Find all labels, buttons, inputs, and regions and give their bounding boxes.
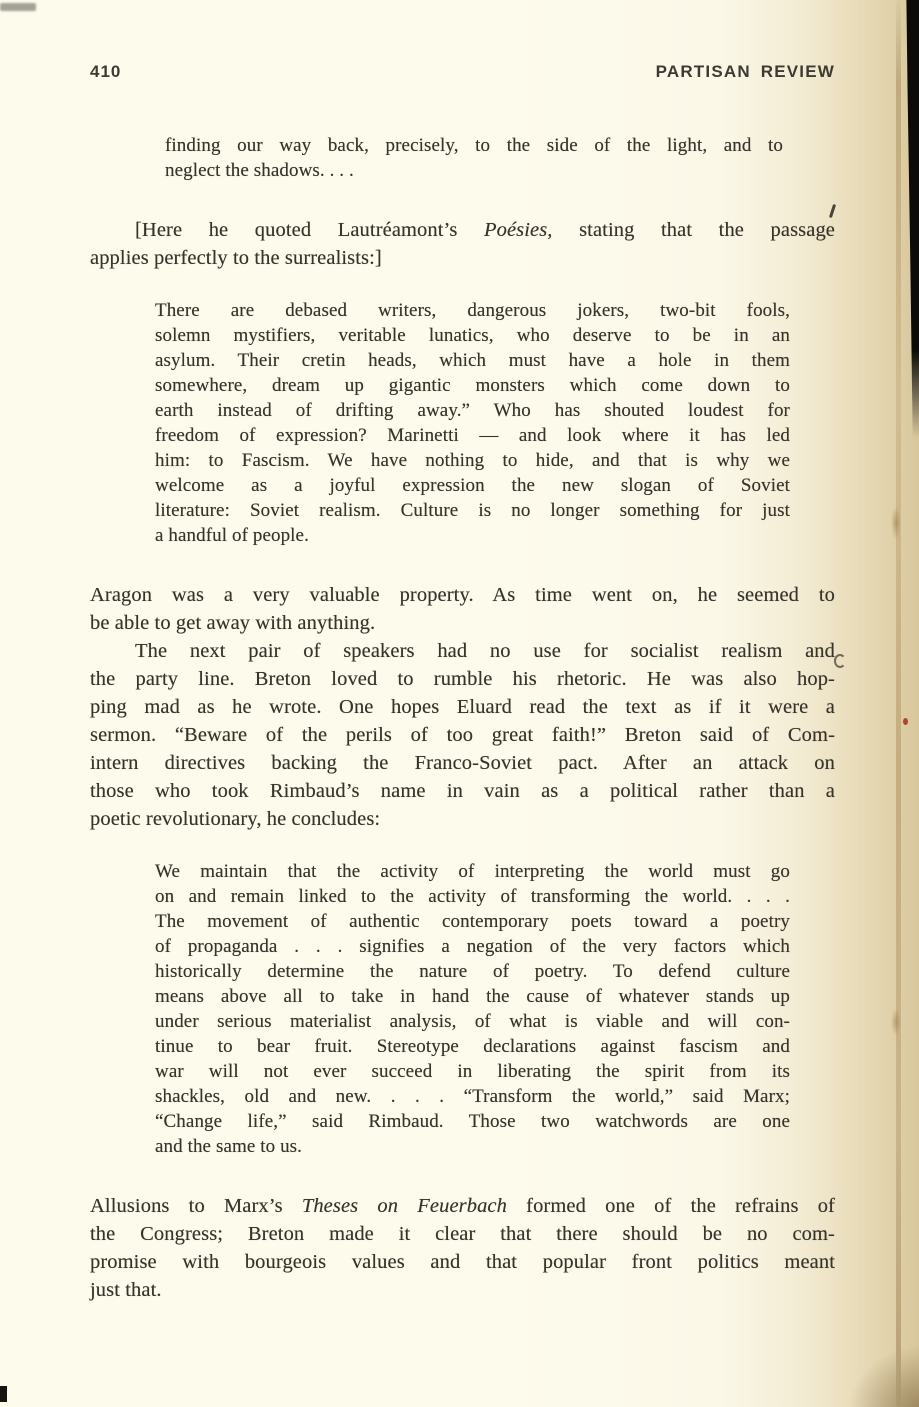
text-line: of propaganda . . . signifies a negation of the very factors which [155, 936, 790, 957]
quote-block [155, 859, 790, 1159]
text-line: neglect the shadows. . . . [165, 160, 354, 181]
ink-speck [834, 654, 846, 668]
text-line: sermon. “Beware of the perils of too great faith!” Breton said of Com- [90, 724, 835, 746]
text-line: The next pair of speakers had no use for socialist realism and [135, 640, 835, 662]
text-line: literature: Soviet realism. Culture is no longer something for just [155, 500, 790, 521]
text-line: tinue to bear fruit. Stereotype declarations against fascism and [155, 1036, 790, 1057]
text-line: promise with bourgeois values and that popular front politics meant [90, 1251, 835, 1273]
scan-smudge [0, 3, 36, 11]
text-line: solemn mystifiers, veritable lunatics, who deserve to be in an [155, 325, 790, 346]
ink-speck [903, 718, 908, 725]
text-line: a handful of people. [155, 525, 309, 546]
text-line: earth instead of drifting away.” Who has shouted loudest for [155, 400, 790, 421]
text-line: the party line. Breton loved to rumble his rhetoric. He was also hop- [90, 668, 835, 690]
quote-block [165, 133, 783, 183]
text-line: war will not ever succeed in liberating the spirit from its [155, 1061, 790, 1082]
text-line: just that. [90, 1279, 162, 1301]
text-line: be able to get away with anything. [90, 612, 376, 634]
scanner-background-wedge [905, 0, 919, 438]
text-line: the Congress; Breton made it clear that there should be no com- [90, 1223, 835, 1245]
journal-title: PARTISAN REVIEW [655, 62, 835, 81]
page-corner-shadow [849, 1347, 919, 1407]
text-line: those who took Rimbaud’s name in vain as a political rather than a [90, 780, 835, 802]
text-line: The movement of authentic contemporary poets toward a poetry [155, 911, 790, 932]
text-line: on and remain linked to the activity of transforming the world. . . . [155, 886, 790, 907]
text-line: “Change life,” said Rimbaud. Those two watchwords are one [155, 1111, 790, 1132]
text-line: applies perfectly to the surrealists:] [90, 247, 382, 269]
text-column [90, 120, 835, 1304]
text-line: Allusions to Marx’s Theses on Feuerbach formed one of the refrains of [90, 1195, 835, 1217]
text-line: historically determine the nature of poetry. To defend culture [155, 961, 790, 982]
text-line: poetic revolutionary, he concludes: [90, 808, 381, 830]
text-line: him: to Fascism. We have nothing to hide, and that is why we [155, 450, 790, 471]
scan-blemish [891, 506, 901, 540]
scan-mark [0, 1386, 7, 1402]
text-line: asylum. Their cretin heads, which must have a hole in them [155, 350, 790, 371]
paragraph-block [90, 637, 835, 833]
page-number: 410 [90, 62, 122, 81]
scan-blemish [891, 1008, 901, 1036]
paragraph-block [90, 581, 835, 637]
text-line: There are debased writers, dangerous jokers, two-bit fools, [155, 300, 790, 321]
text-line: somewhere, dream up gigantic monsters which come down to [155, 375, 790, 396]
page-edge-ridge [896, 0, 901, 1407]
text-line: under serious materialist analysis, of what is viable and will con- [155, 1011, 790, 1032]
text-line: [Here he quoted Lautréamont’s Poésies, stating that the passage [135, 219, 835, 241]
text-line: means above all to take in hand the cause of whatever stands up [155, 986, 790, 1007]
text-line: ping mad as he wrote. One hopes Eluard read the text as if it were a [90, 696, 835, 718]
text-line: finding our way back, precisely, to the side of the light, and to [165, 135, 783, 156]
paragraph-block [90, 216, 835, 272]
text-line: We maintain that the activity of interpreting the world must go [155, 861, 790, 882]
text-line: welcome as a joyful expression the new slogan of Soviet [155, 475, 790, 496]
text-line: intern directives backing the Franco-Soviet pact. After an attack on [90, 752, 835, 774]
text-line: and the same to us. [155, 1136, 303, 1157]
paragraph-block [90, 1192, 835, 1304]
quote-block [155, 298, 790, 548]
text-line: freedom of expression? Marinetti — and look where it has led [155, 425, 790, 446]
text-line: shackles, old and new. . . . “Transform the world,” said Marx; [155, 1086, 790, 1107]
running-header [90, 62, 835, 82]
text-line: Aragon was a very valuable property. As time went on, he seemed to [90, 584, 835, 606]
